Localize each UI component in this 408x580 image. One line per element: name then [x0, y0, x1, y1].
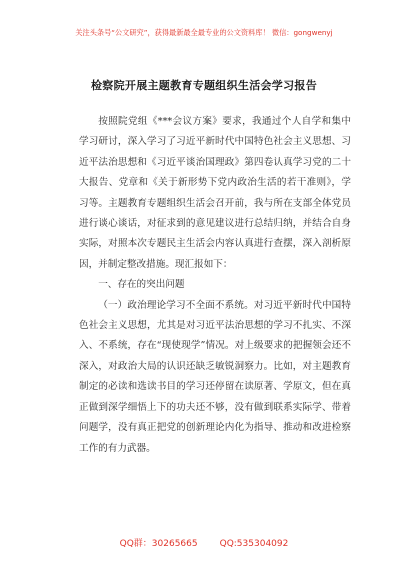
footer-contact: [0, 536, 408, 549]
section-heading: 一、存在的突出问题: [98, 279, 185, 291]
promo-banner: 关注头条号“公文研究”，获得最新最全最专业的公文资料库！ 微信：gongwenyj: [75, 28, 333, 37]
footer-qq-group: QQ群：30265665: [119, 539, 198, 549]
document-body: [79, 112, 351, 459]
footer-qq-number: QQ:535304092: [219, 539, 289, 549]
document-title: 检察院开展主题教育专题组织生活会学习报告: [91, 79, 317, 92]
paragraph-problem-1: （一）政治理论学习不全面不系统。对习近平新时代中国特色社会主义思想，尤其是对习近平法治思想的学习不扎实、不深入、不系统，存在“现使现学”情况。对上级要求的把握领会还不深入，对政治大局的认识还缺乏敏锐洞察力。比如，对主题教育制定的必读和选读书目的学习还停留在读原著、学原文，但在真正做到深学细悟上下的功夫还不够，没有做到联系实际学、带着问题学，没有真正把党的创新理论内化为指导、推动和改进检察工作的有力武器。: [79, 299, 351, 454]
paragraph-intro: 按照院党组《***会议方案》要求，我通过个人自学和集中学习研讨，深入学习了习近平新时代中国特色社会主义思想、习近平法治思想和《习近平谈治国理政》第四卷认真学习党的二十大报告、党章和《关于新形势下党内政治生活的若干准则》，学习等。主题教育专题组织生活会召开前，我与所在支部全体党员进行谈心谈话，对征求到的意见建议进行总结归纳，并结合自身实际，对照本次专题民主生活会内容认真进行查摆，深入剖析原因，并制定整改措施。现汇报如下：: [79, 116, 351, 270]
